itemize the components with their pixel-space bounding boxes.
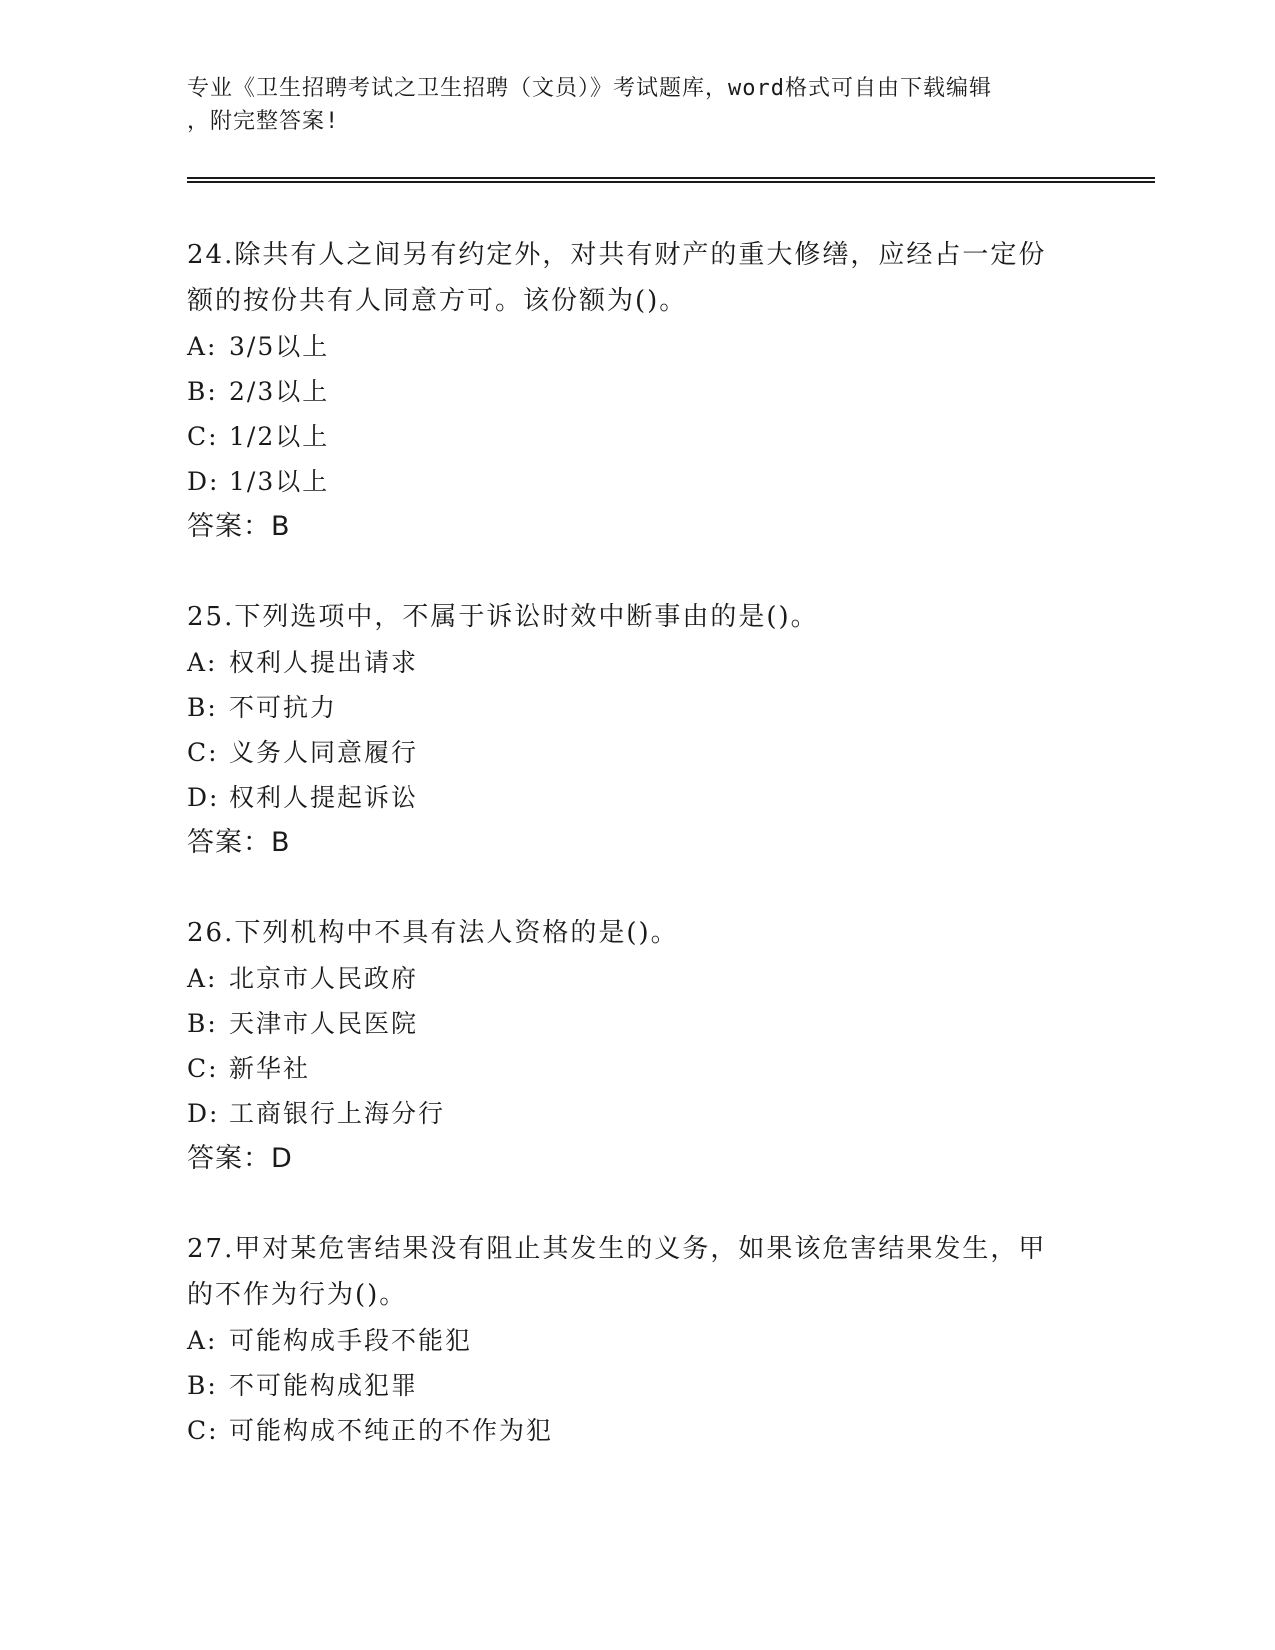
option-text: 1/2以上 xyxy=(229,422,330,451)
option-a xyxy=(187,1318,1087,1363)
option-d xyxy=(187,459,1087,504)
answer-line: 答案：D xyxy=(187,1143,293,1174)
question-line: 下列选项中，不属于诉讼时效中断事由的是()。 xyxy=(234,602,819,632)
question-26 xyxy=(187,910,1087,1182)
option-text: 3/5以上 xyxy=(229,332,330,361)
option-letter: B: xyxy=(187,1371,218,1400)
question-number: 26. xyxy=(187,918,235,948)
option-letter: B: xyxy=(187,377,218,406)
option-letter: B: xyxy=(187,693,218,722)
question-24 xyxy=(187,232,1087,550)
option-letter: C: xyxy=(187,422,219,451)
option-b xyxy=(187,1363,1087,1408)
option-letter: A: xyxy=(187,964,218,993)
option-letter: C: xyxy=(187,1416,219,1445)
option-b xyxy=(187,369,1087,414)
question-text-continued: 额的按份共有人同意方可。该份额为()。 xyxy=(187,286,688,316)
option-letter: D: xyxy=(187,467,220,496)
option-text: 权利人提起诉讼 xyxy=(229,783,419,812)
option-text: 可能构成手段不能犯 xyxy=(229,1326,473,1355)
question-text xyxy=(187,594,1087,640)
option-a xyxy=(187,324,1087,369)
document-header xyxy=(187,72,1067,138)
header-line-2: ，附完整答案! xyxy=(187,109,340,134)
answer-line: 答案：B xyxy=(187,827,291,858)
option-letter: A: xyxy=(187,1326,218,1355)
option-text: 1/3以上 xyxy=(229,467,330,496)
option-d xyxy=(187,775,1087,820)
question-27 xyxy=(187,1226,1087,1453)
option-text: 工商银行上海分行 xyxy=(229,1099,446,1128)
header-line-1: 专业《卫生招聘考试之卫生招聘（文员）》考试题库，word格式可自由下载编辑 xyxy=(187,76,992,101)
option-text: 权利人提出请求 xyxy=(229,648,419,677)
option-text: 不可能构成犯罪 xyxy=(229,1371,419,1400)
question-number: 25. xyxy=(187,602,235,632)
answer-line: 答案：B xyxy=(187,511,291,542)
option-c xyxy=(187,1408,1087,1453)
option-c xyxy=(187,1046,1087,1091)
option-letter: D: xyxy=(187,1099,220,1128)
option-c xyxy=(187,414,1087,459)
question-line: 除共有人之间另有约定外，对共有财产的重大修缮，应经占一定份 xyxy=(234,240,1047,270)
question-line: 下列机构中不具有法人资格的是()。 xyxy=(234,918,679,948)
question-text xyxy=(187,910,1087,956)
option-text: 不可抗力 xyxy=(229,693,338,722)
question-number: 27. xyxy=(187,1234,235,1264)
question-text xyxy=(187,1226,1087,1272)
question-text-continued: 的不作为行为()。 xyxy=(187,1280,408,1310)
option-b xyxy=(187,685,1087,730)
option-letter: B: xyxy=(187,1009,218,1038)
option-letter: C: xyxy=(187,1054,219,1083)
option-text: 可能构成不纯正的不作为犯 xyxy=(229,1416,554,1445)
option-c xyxy=(187,730,1087,775)
option-a xyxy=(187,956,1087,1001)
option-letter: D: xyxy=(187,783,220,812)
option-d xyxy=(187,1091,1087,1136)
question-list xyxy=(187,232,1087,1497)
question-text xyxy=(187,232,1087,278)
option-b xyxy=(187,1001,1087,1046)
option-letter: C: xyxy=(187,738,219,767)
question-line: 甲对某危害结果没有阻止其发生的义务，如果该危害结果发生，甲 xyxy=(234,1234,1047,1264)
option-letter: A: xyxy=(187,332,218,361)
option-text: 天津市人民医院 xyxy=(229,1009,419,1038)
question-25 xyxy=(187,594,1087,866)
option-text: 新华社 xyxy=(229,1054,311,1083)
header-double-rule xyxy=(187,177,1155,183)
option-text: 2/3以上 xyxy=(229,377,330,406)
option-letter: A: xyxy=(187,648,218,677)
question-number: 24. xyxy=(187,240,235,270)
option-text: 北京市人民政府 xyxy=(229,964,419,993)
option-text: 义务人同意履行 xyxy=(229,738,419,767)
option-a xyxy=(187,640,1087,685)
